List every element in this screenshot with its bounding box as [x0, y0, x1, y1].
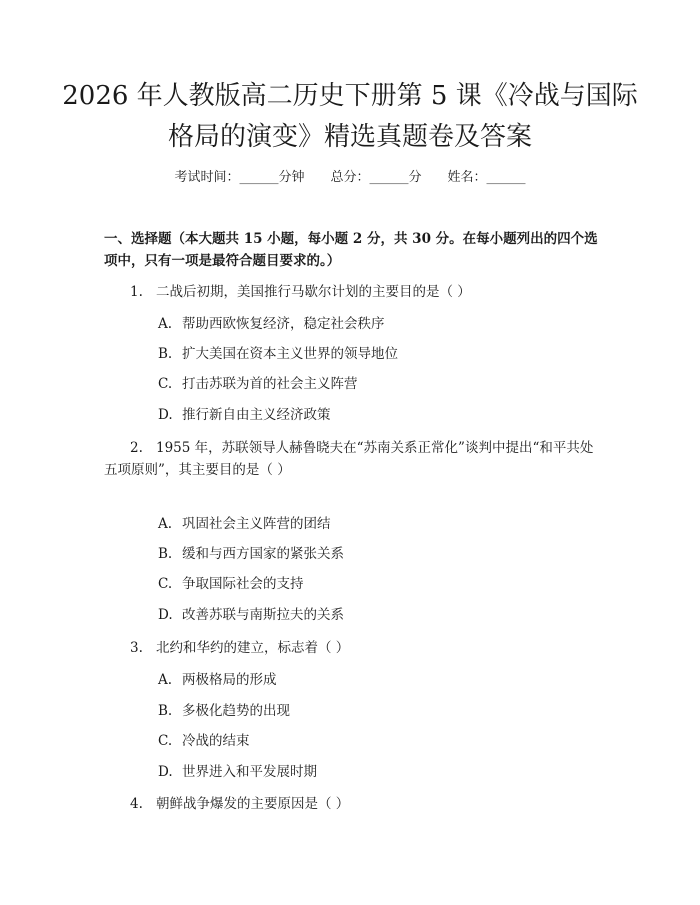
- option-text: 扩大美国在资本主义世界的领导地位: [182, 346, 398, 362]
- option-text: 争取国际社会的支持: [182, 576, 304, 592]
- question-3-option-c: [158, 730, 598, 752]
- option-letter: A.: [158, 516, 173, 532]
- question-3-option-a: [158, 669, 598, 691]
- question-1-option-b: [158, 343, 598, 365]
- option-text: 多极化趋势的出现: [182, 703, 290, 719]
- question-text: 1955 年，苏联领导人赫鲁晓夫在“苏南关系正常化”谈判中提出“和平共处五项原则”，其主要目的是（ ）: [104, 440, 594, 478]
- option-letter: B.: [158, 703, 173, 719]
- question-number: 3.: [130, 640, 143, 656]
- question-2-option-b: [158, 543, 598, 565]
- question-1-option-d: [158, 404, 598, 426]
- exam-name-label: 姓名：______: [447, 170, 526, 185]
- question-1-option-a: [158, 313, 598, 335]
- option-letter: C.: [158, 576, 173, 592]
- option-letter: C.: [158, 376, 173, 392]
- question-text: 北约和华约的建立，标志着（ ）: [156, 640, 350, 656]
- option-text: 两极格局的形成: [182, 672, 277, 688]
- option-text: 缓和与西方国家的紧张关系: [182, 546, 344, 562]
- question-number: 4.: [130, 796, 143, 812]
- question-text: 朝鲜战争爆发的主要原因是（ ）: [156, 796, 350, 812]
- question-2: [104, 437, 604, 481]
- option-text: 改善苏联与南斯拉夫的关系: [182, 607, 344, 623]
- option-letter: D.: [158, 407, 173, 423]
- option-letter: C.: [158, 733, 173, 749]
- option-text: 巩固社会主义阵营的团结: [182, 516, 331, 532]
- question-1-option-c: [158, 373, 598, 395]
- option-letter: A.: [158, 316, 173, 332]
- question-2-option-c: [158, 573, 598, 595]
- question-number: 1.: [130, 284, 143, 300]
- option-letter: B.: [158, 346, 173, 362]
- question-number: 2.: [130, 440, 143, 456]
- question-1: [104, 281, 604, 303]
- question-2-option-a: [158, 513, 598, 535]
- section-heading: 一、选择题（本大题共 15 小题，每小题 2 分，共 30 分。在每小题列出的四个选项中，只有一项是最符合题目要求的。）: [104, 231, 598, 269]
- exam-score-label: 总分：______分: [330, 170, 422, 185]
- option-letter: A.: [158, 672, 173, 688]
- option-text: 帮助西欧恢复经济，稳定社会秩序: [182, 316, 385, 332]
- question-text: 二战后初期，美国推行马歇尔计划的主要目的是（ ）: [156, 284, 471, 300]
- question-3-option-d: [158, 761, 598, 783]
- option-text: 推行新自由主义经济政策: [182, 407, 331, 423]
- question-3: [104, 637, 604, 659]
- option-text: 世界进入和平发展时期: [182, 764, 317, 780]
- exam-time-label: 考试时间：______分钟: [174, 170, 305, 185]
- option-text: 打击苏联为首的社会主义阵营: [182, 376, 358, 392]
- question-2-option-d: [158, 604, 598, 626]
- option-text: 冷战的结束: [182, 733, 250, 749]
- option-letter: B.: [158, 546, 173, 562]
- document-title: 2026 年人教版高二历史下册第 5 课《冷战与国际格局的演变》精选真题卷及答案: [62, 81, 638, 152]
- question-3-option-b: [158, 700, 598, 722]
- option-letter: D.: [158, 607, 173, 623]
- option-letter: D.: [158, 764, 173, 780]
- exam-info-line: [60, 168, 640, 188]
- question-4: [104, 793, 604, 815]
